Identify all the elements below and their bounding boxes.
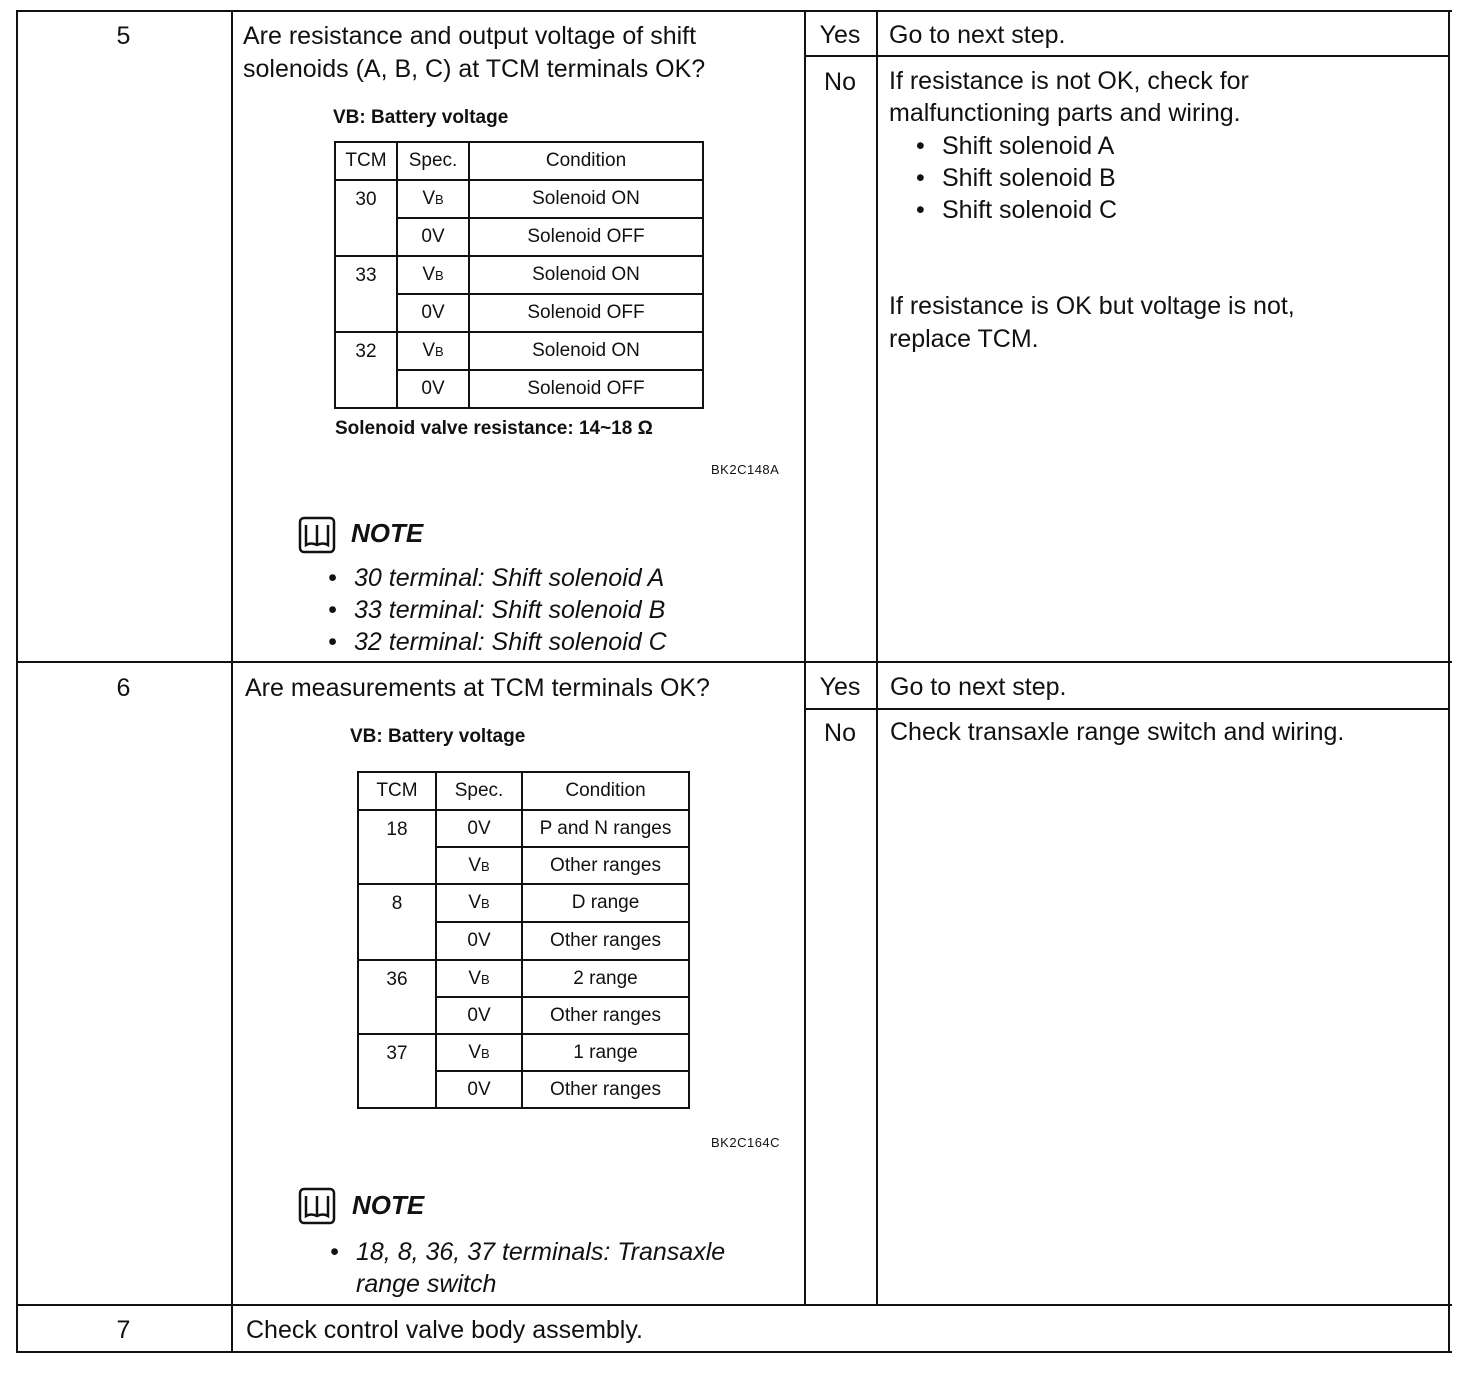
table-cell-condition: Solenoid ON [469, 256, 703, 294]
figure-code: BK2C164C [711, 1135, 781, 1150]
no-action-line: malfunctioning parts and wiring. [889, 99, 1241, 127]
tcm-spec-table [357, 771, 690, 1109]
note-item: • 30 terminal: Shift solenoid A [326, 562, 667, 594]
yes-no-divider-6 [804, 708, 1450, 710]
table-cell-condition: Other ranges [522, 997, 689, 1034]
table-cell-spec: VB [397, 256, 469, 294]
vb-caption: VB: Battery voltage [350, 726, 526, 747]
step-question-line: Are resistance and output voltage of shift [243, 22, 697, 50]
table-cell-spec: VB [436, 960, 522, 997]
step-number: 5 [116, 22, 131, 50]
table-cell-condition: Other ranges [522, 847, 689, 884]
column-divider-action [876, 10, 878, 1306]
column-divider-answer [804, 10, 806, 1306]
table-cell-tcm: 30 [335, 180, 397, 256]
no-action-extra: replace TCM. [889, 325, 1039, 353]
note-list [328, 1236, 725, 1268]
no-action-extra: If resistance is OK but voltage is not, [889, 292, 1295, 320]
table-header: Condition [522, 772, 689, 810]
table-cell-spec: VB [436, 847, 522, 884]
table-header: TCM [358, 772, 436, 810]
step-number: 6 [116, 674, 131, 702]
table-cell-condition: Solenoid OFF [469, 294, 703, 332]
note-item: • 33 terminal: Shift solenoid B [326, 594, 667, 626]
table-cell-tcm: 36 [358, 960, 436, 1034]
table-cell-spec: VB [436, 884, 522, 922]
table-cell-condition: Solenoid OFF [469, 370, 703, 408]
step-action: Check control valve body assembly. [246, 1316, 643, 1344]
vb-caption: VB: Battery voltage [333, 107, 509, 128]
no-action-item: • Shift solenoid C [914, 194, 1117, 226]
table-cell-tcm: 8 [358, 884, 436, 960]
table-cell-condition: Solenoid ON [469, 332, 703, 370]
resistance-caption: Solenoid valve resistance: 14~18 Ω [335, 418, 653, 439]
table-header: Spec. [436, 772, 522, 810]
note-item-continuation: range switch [356, 1270, 497, 1298]
yes-no-divider-5 [804, 55, 1450, 57]
note-list [326, 562, 667, 658]
table-cell-tcm: 37 [358, 1034, 436, 1108]
table-cell-condition: D range [522, 884, 689, 922]
no-label: No [824, 719, 856, 747]
no-action-line: If resistance is not OK, check for [889, 67, 1249, 95]
note-title: NOTE [352, 1190, 425, 1220]
table-cell-spec: VB [397, 180, 469, 218]
no-label: No [824, 68, 856, 96]
table-cell-spec: 0V [397, 218, 469, 256]
table-cell-spec: VB [397, 332, 469, 370]
no-action-line: Check transaxle range switch and wiring. [890, 718, 1345, 746]
table-cell-spec: 0V [436, 1071, 522, 1108]
table-cell-tcm: 33 [335, 256, 397, 332]
no-action-item: • Shift solenoid A [914, 130, 1117, 162]
table-cell-spec: 0V [436, 997, 522, 1034]
yes-action: Go to next step. [890, 673, 1067, 701]
table-cell-condition: P and N ranges [522, 810, 689, 847]
book-icon [298, 1187, 336, 1225]
table-cell-tcm: 32 [335, 332, 397, 408]
table-cell-spec: VB [436, 1034, 522, 1071]
table-header: Spec. [397, 142, 469, 180]
figure-code: BK2C148A [711, 462, 780, 477]
table-cell-spec: 0V [397, 370, 469, 408]
column-divider-step [231, 10, 233, 1353]
note-title: NOTE [351, 518, 424, 548]
book-icon [298, 516, 336, 554]
table-cell-spec: 0V [397, 294, 469, 332]
note-item: • 18, 8, 36, 37 terminals: Transaxle [328, 1236, 725, 1268]
table-cell-condition: 2 range [522, 960, 689, 997]
step-number: 7 [116, 1316, 131, 1344]
table-cell-condition: Solenoid OFF [469, 218, 703, 256]
no-action-item: • Shift solenoid B [914, 162, 1117, 194]
table-cell-tcm: 18 [358, 810, 436, 884]
no-action-list [914, 130, 1117, 226]
tcm-spec-table [334, 141, 704, 409]
yes-label: Yes [819, 673, 861, 701]
table-cell-condition: Other ranges [522, 1071, 689, 1108]
table-header: TCM [335, 142, 397, 180]
table-border-right [1448, 10, 1450, 1353]
table-cell-condition: 1 range [522, 1034, 689, 1071]
step-question-line: solenoids (A, B, C) at TCM terminals OK? [243, 55, 706, 83]
table-cell-condition: Solenoid ON [469, 180, 703, 218]
note-item: • 32 terminal: Shift solenoid C [326, 626, 667, 658]
yes-action: Go to next step. [889, 21, 1066, 49]
yes-label: Yes [819, 21, 861, 49]
table-cell-spec: 0V [436, 810, 522, 847]
table-cell-condition: Other ranges [522, 922, 689, 960]
table-header: Condition [469, 142, 703, 180]
table-cell-spec: 0V [436, 922, 522, 960]
step-question-line: Are measurements at TCM terminals OK? [245, 674, 710, 702]
